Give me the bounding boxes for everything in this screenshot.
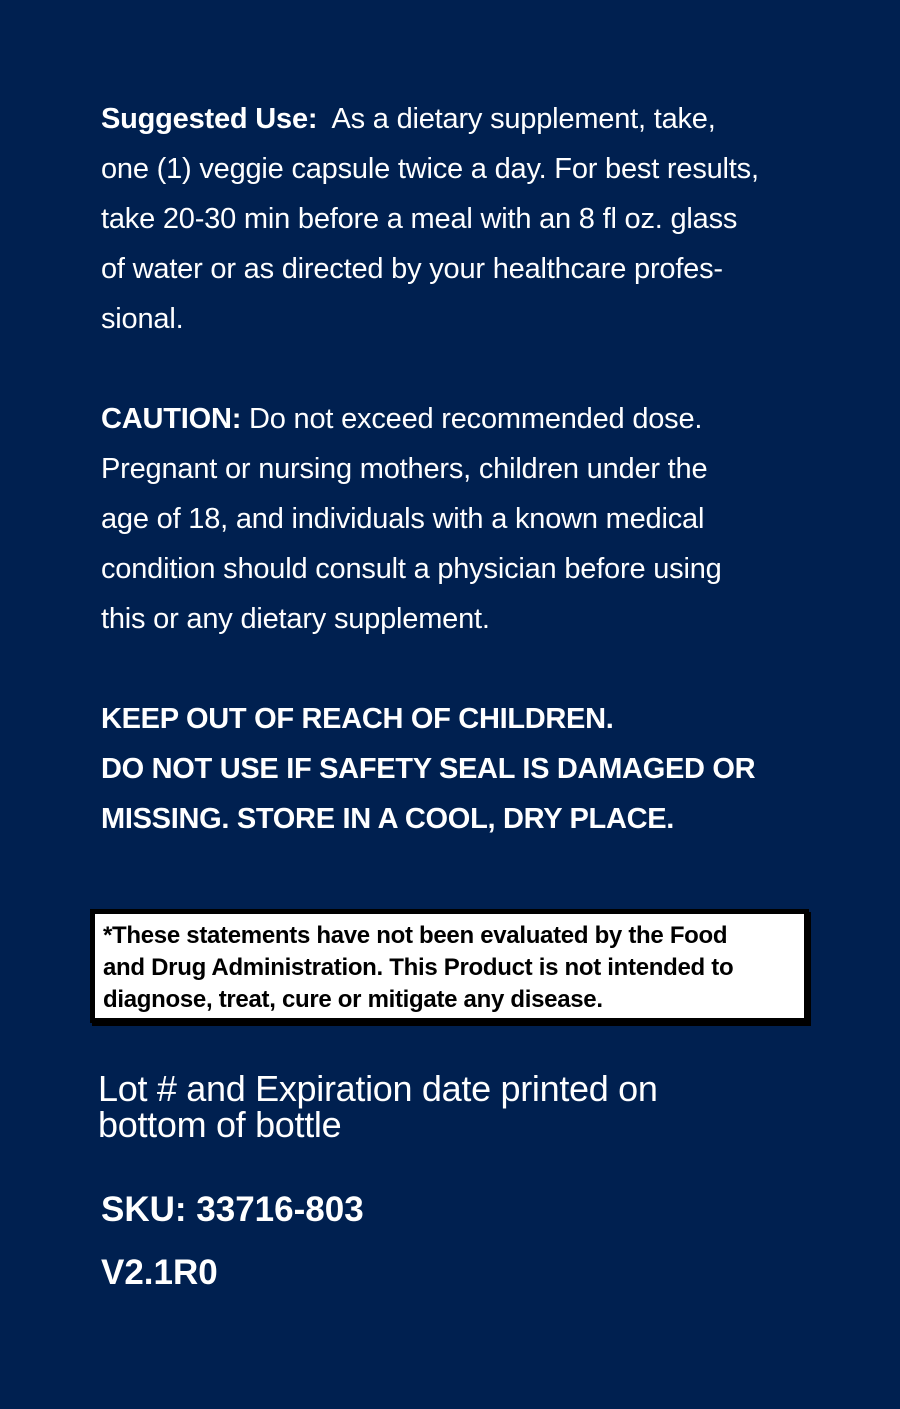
suggested-use-section [101, 94, 821, 344]
warning-line: DO NOT USE IF SAFETY SEAL IS DAMAGED OR [101, 753, 756, 785]
suggested-use-line: of water or as directed by your healthcare profes- [101, 253, 723, 285]
disclaimer-line: *These statements have not been evaluated by the Food [103, 922, 728, 949]
disclaimer-line: and Drug Administration. This Product is not intended to [103, 954, 734, 981]
suggested-use-line: one (1) veggie capsule twice a day. For best results, [101, 153, 759, 185]
caution-line: condition should consult a physician before using [101, 553, 722, 585]
lot-line: bottom of bottle [98, 1104, 342, 1145]
fda-disclaimer-box [90, 909, 809, 1023]
suggested-use-heading: Suggested Use: [101, 103, 318, 135]
fda-disclaimer-text [103, 920, 803, 1016]
suggested-use-line [101, 94, 821, 144]
caution-line [101, 394, 821, 444]
lot-line: Lot # and Expiration date printed on [98, 1068, 658, 1109]
suggested-use-text: As a dietary supplement, take, [331, 103, 716, 135]
warning-line: KEEP OUT OF REACH OF CHILDREN. [101, 703, 614, 735]
lot-expiration-note [98, 1068, 738, 1145]
caution-heading: CAUTION: [101, 403, 242, 435]
warning-line: MISSING. STORE IN A COOL, DRY PLACE. [101, 803, 675, 835]
version-code: V2.1R0 [101, 1253, 218, 1292]
caution-line: Pregnant or nursing mothers, children under the [101, 453, 708, 485]
disclaimer-line: diagnose, treat, cure or mitigate any disease. [103, 986, 603, 1013]
caution-text: Do not exceed recommended dose. [249, 403, 703, 435]
caution-line: age of 18, and individuals with a known medical [101, 503, 705, 535]
suggested-use-line: sional. [101, 303, 184, 335]
caution-section [101, 394, 821, 644]
suggested-use-line: take 20-30 min before a meal with an 8 fl oz. glass [101, 203, 738, 235]
sku-number: SKU: 33716-803 [101, 1190, 364, 1229]
caution-line: this or any dietary supplement. [101, 603, 490, 635]
warning-section [101, 694, 821, 844]
